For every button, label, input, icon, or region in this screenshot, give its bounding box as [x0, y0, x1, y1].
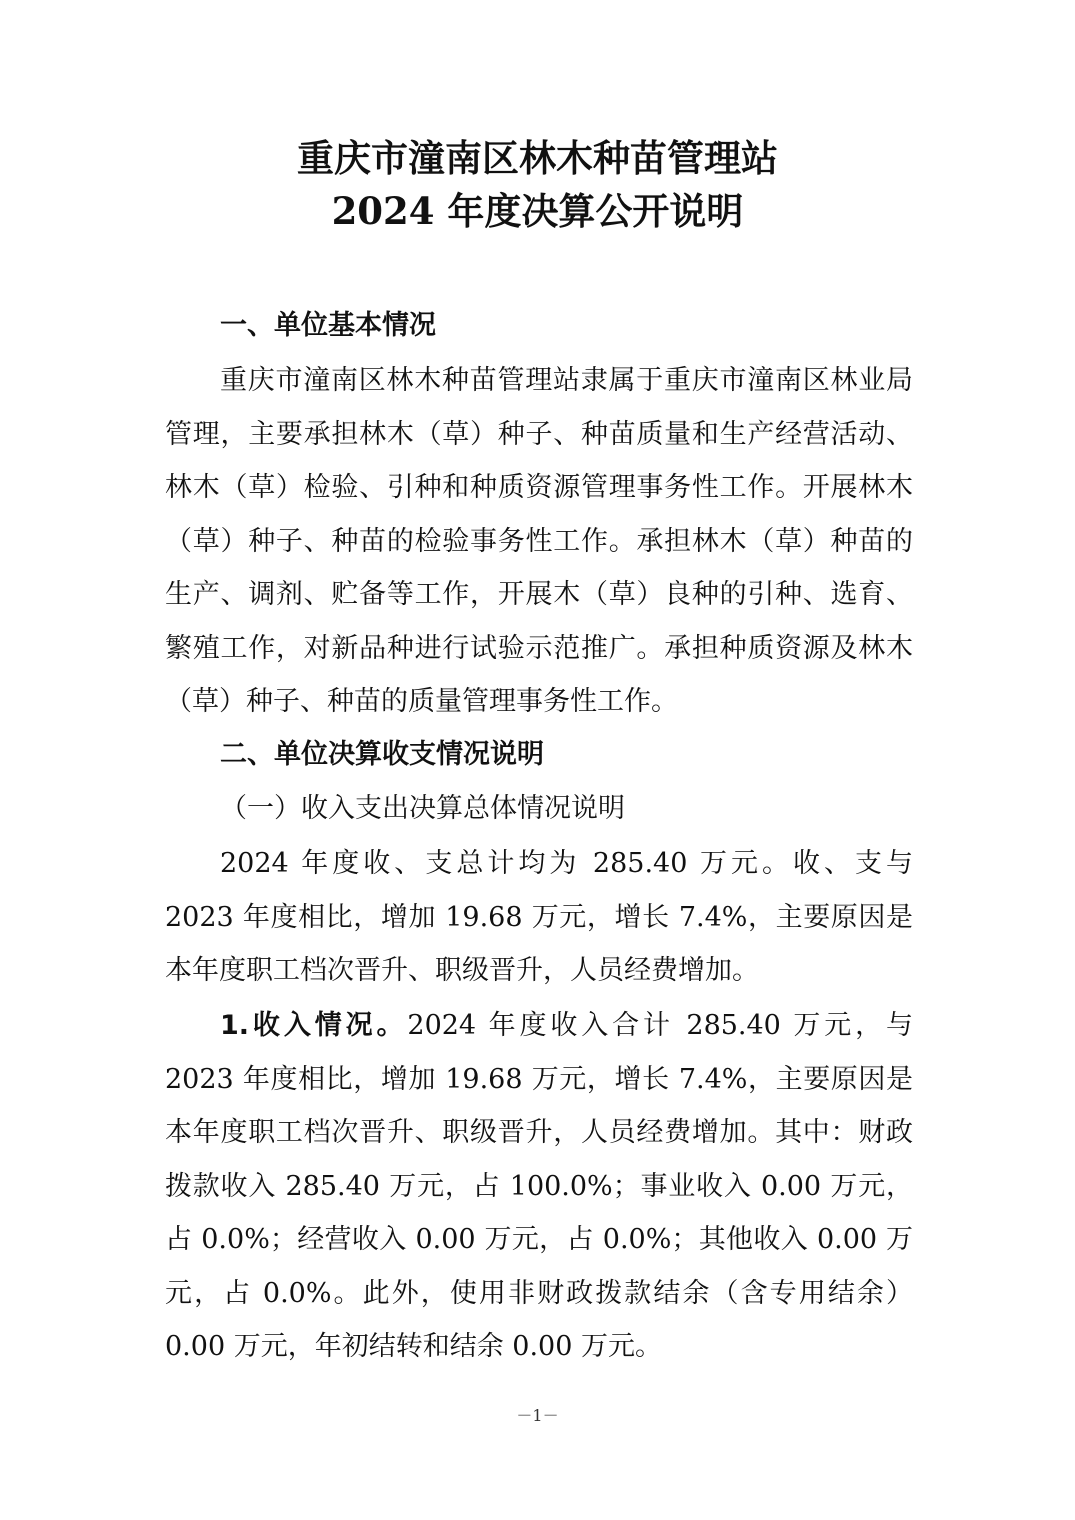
document-title-line-2: 2024 年度决算公开说明 [331, 189, 744, 233]
subsection-heading-overall: （一）收入支出决算总体情况说明 [220, 793, 625, 824]
basic-info-paragraph: 重庆市潼南区林木种苗管理站隶属于重庆市潼南区林业局管理，主要承担林木（草）种子、种苗质量和生产经营活动、林木（草）检验、引种和种质资源管理事务性工作。开展林木（草）种子、种苗的检验事务性工作。承担林木（草）种苗的生产、调剂、贮备等工作，开展木（草）良种的引种、选育、繁殖工作，对新品种进行试验示范推广。承担种质资源及林木（草）种子、种苗的质量管理事务性工作。 [165, 365, 913, 717]
overall-summary-paragraph: 2024 年度收、支总计均为 285.40 万元。收、支与 2023 年度相比，增加 19.68 万元，增长 7.4%，主要原因是本年度职工档次晋升、职级晋升，人员经费增加。 [165, 848, 913, 986]
section-heading-budget-summary: 二、单位决算收支情况说明 [220, 739, 544, 770]
income-text: 2024 年度收入合计 285.40 万元，与 2023 年度相比，增加 19.68 万元，增长 7.4%，主要原因是本年度职工档次晋升、职级晋升，人员经费增加。其中：财政拨款收入 285.40 万元，占 100.0%；事业收入 0.00 万元，占 0.0%；经营收入 0.00 万元，占 0.0%；其他收入 0.00 万元，占 0.0%。此外，使用非财政拨款结余（含专用结余）0.00 万元，年初结转和结余 0.00 万元。 [165, 1010, 914, 1362]
document-title-line-1: 重庆市潼南区林木种苗管理站 [297, 136, 778, 180]
income-paragraph [165, 999, 913, 1374]
income-lead: 1.收入情况。 [220, 1010, 408, 1041]
page-number: －1－ [516, 1406, 559, 1425]
section-heading-basic-info: 一、单位基本情况 [220, 310, 436, 341]
